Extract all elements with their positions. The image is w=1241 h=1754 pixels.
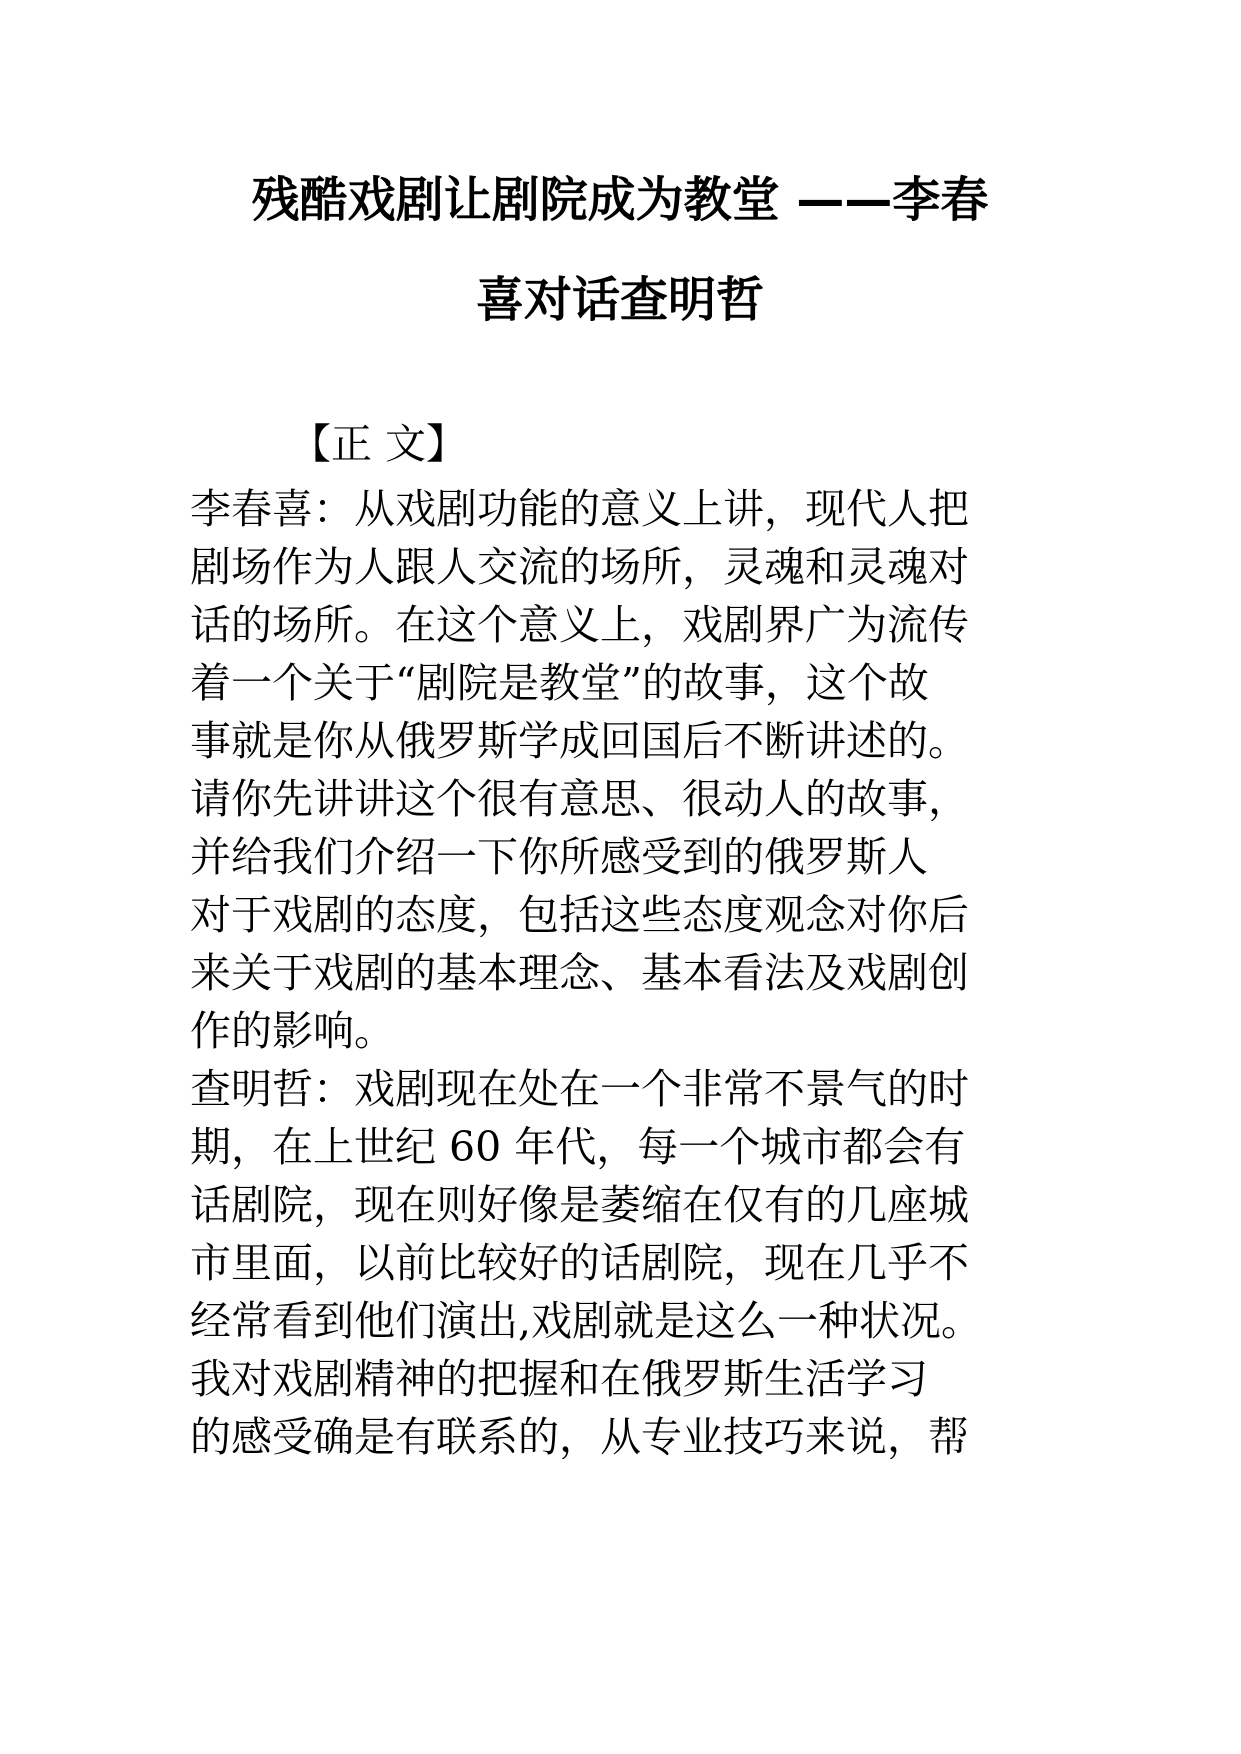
body-line: 我对戏剧精神的把握和在俄罗斯生活学习 <box>190 1355 928 1403</box>
body-line: 着一个关于“剧院是教堂”的故事，这个故 <box>190 659 929 707</box>
document-title-line-2: 喜对话查明哲 <box>475 272 764 328</box>
body-line: 事就是你从俄罗斯学成回国后不断讲述的。 <box>190 717 969 765</box>
body-line: 作的影响。 <box>190 1007 395 1055</box>
body-line: 李春喜：从戏剧功能的意义上讲，现代人把 <box>190 485 969 533</box>
body-line: 并给我们介绍一下你所感受到的俄罗斯人 <box>190 833 928 881</box>
body-line: 剧场作为人跟人交流的场所，灵魂和灵魂对 <box>190 543 969 591</box>
body-line: 请你先讲讲这个很有意思、很动人的故事， <box>190 775 969 823</box>
body-line: 期，在上世纪 60 年代，每一个城市都会有 <box>190 1123 966 1171</box>
body-line: 来关于戏剧的基本理念、基本看法及戏剧创 <box>190 949 969 997</box>
body-line: 话的场所。在这个意义上，戏剧界广为流传 <box>190 601 969 649</box>
document-title-line-1: 残酷戏剧让剧院成为教堂 ——李春 <box>251 172 989 228</box>
body-line: 的感受确是有联系的，从专业技巧来说，帮 <box>190 1413 969 1461</box>
section-label: 【正 文】 <box>290 420 468 468</box>
body-line: 市里面，以前比较好的话剧院，现在几乎不 <box>190 1239 969 1287</box>
body-line: 对于戏剧的态度，包括这些态度观念对你后 <box>190 891 969 939</box>
body-line: 话剧院，现在则好像是萎缩在仅有的几座城 <box>190 1181 969 1229</box>
body-line: 查明哲：戏剧现在处在一个非常不景气的时 <box>190 1065 969 1113</box>
body-line: 经常看到他们演出,戏剧就是这么一种状况。 <box>190 1297 983 1345</box>
